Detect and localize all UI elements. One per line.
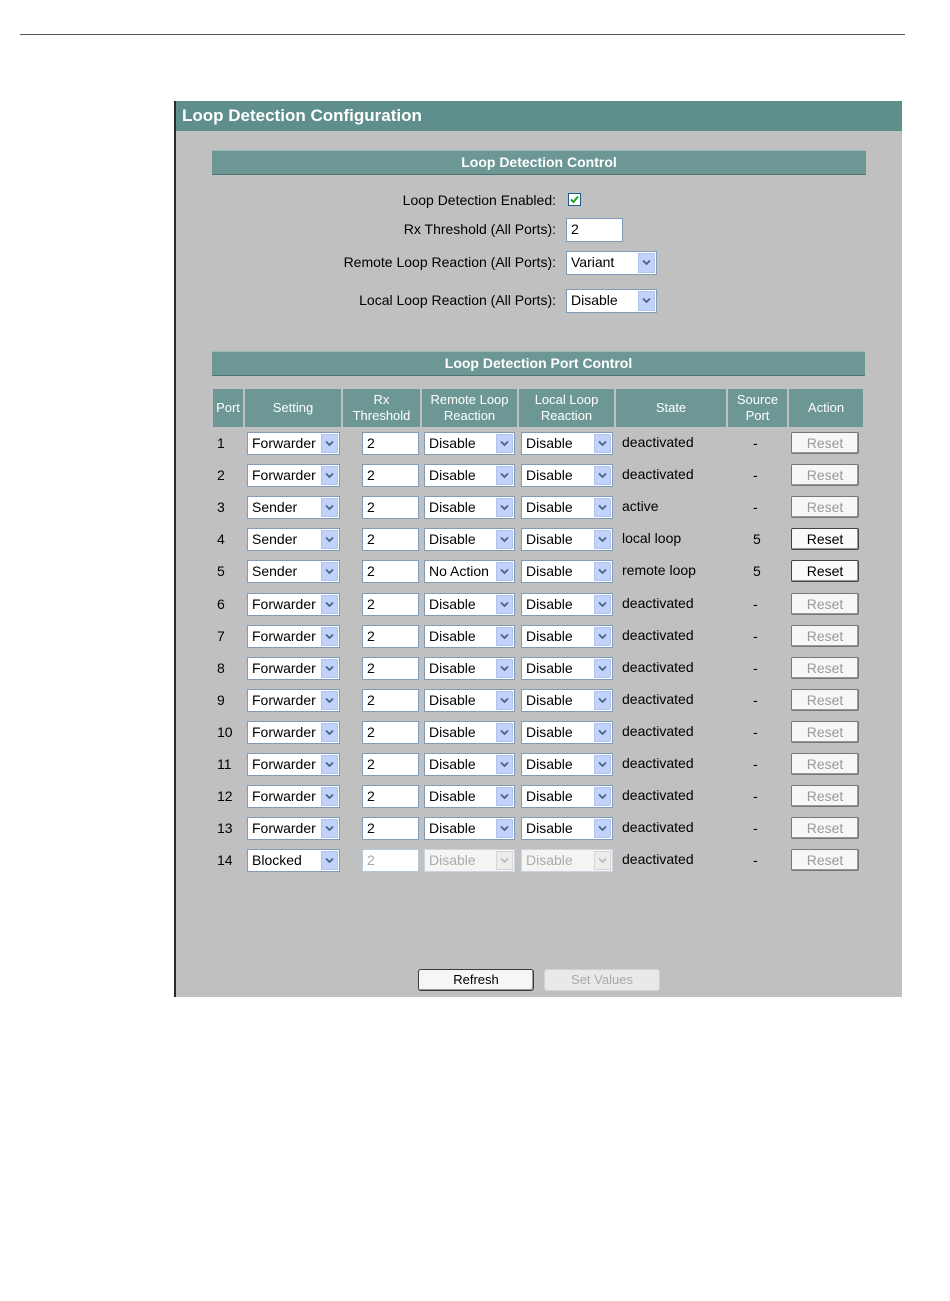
- select-value: Disable: [526, 852, 573, 869]
- select-value: Disable: [526, 563, 573, 580]
- chevron-down-icon: [594, 562, 611, 581]
- chevron-down-icon: [496, 434, 513, 453]
- rx-threshold-input[interactable]: 2: [362, 721, 419, 744]
- rx-threshold-input[interactable]: 2: [362, 528, 419, 551]
- select-value: Forwarder: [252, 723, 316, 740]
- setting-select[interactable]: [247, 432, 340, 455]
- reset-button[interactable]: Reset: [791, 721, 859, 743]
- refresh-button[interactable]: Refresh: [418, 969, 534, 991]
- state-value: deactivated: [622, 658, 694, 675]
- reset-button[interactable]: Reset: [791, 753, 859, 775]
- column-header-remote-loop-reaction: Remote Loop Reaction: [422, 389, 517, 427]
- chevron-down-icon: [594, 851, 611, 870]
- chevron-down-icon: [496, 659, 513, 678]
- column-header-state: State: [616, 389, 726, 427]
- reset-button[interactable]: Reset: [791, 657, 859, 679]
- port-number: 6: [217, 595, 225, 612]
- port-number: 13: [217, 820, 233, 837]
- local-select[interactable]: [521, 625, 613, 648]
- local-select[interactable]: [521, 432, 613, 455]
- loop-detection-enabled-row: [176, 189, 904, 215]
- chevron-down-icon: [496, 851, 513, 870]
- local-select[interactable]: [521, 560, 613, 583]
- chevron-down-icon: [638, 253, 655, 273]
- select-value: Disable: [526, 627, 573, 644]
- local-select[interactable]: [521, 528, 613, 551]
- chevron-down-icon: [496, 627, 513, 646]
- port-number: 8: [217, 659, 225, 676]
- local-select[interactable]: [521, 721, 613, 744]
- select-value: Disable: [429, 756, 476, 772]
- remote-loop-reaction-all-select[interactable]: [566, 251, 657, 275]
- reset-button[interactable]: Reset: [791, 817, 859, 839]
- remote-select[interactable]: [424, 528, 515, 551]
- reset-button[interactable]: Reset: [791, 496, 859, 518]
- source-port-value: -: [753, 595, 758, 612]
- select-value: Disable: [429, 531, 476, 548]
- column-header-rx-threshold: Rx Threshold: [343, 389, 420, 427]
- select-value: Sender: [252, 531, 298, 548]
- chevron-down-icon: [321, 691, 338, 710]
- setting-select[interactable]: [247, 496, 340, 519]
- rx-threshold-input[interactable]: 2: [362, 657, 419, 680]
- port-number: 4: [217, 531, 225, 548]
- select-value: Disable: [526, 659, 573, 676]
- chevron-down-icon: [594, 530, 611, 549]
- rx-threshold-input[interactable]: 2: [362, 464, 419, 487]
- rx-threshold-input[interactable]: 2: [362, 496, 419, 519]
- rx-threshold-input[interactable]: 2: [362, 753, 419, 776]
- rx-threshold-input[interactable]: 2: [362, 849, 419, 872]
- remote-select[interactable]: [424, 785, 515, 808]
- state-value: remote loop: [622, 562, 696, 579]
- port-number: 9: [217, 691, 225, 708]
- chevron-down-icon: [496, 819, 513, 838]
- loop-detection-enabled-checkbox[interactable]: [568, 193, 581, 206]
- chevron-down-icon: [496, 595, 513, 614]
- chevron-down-icon: [594, 723, 611, 742]
- chevron-down-icon: [321, 466, 338, 485]
- select-value: Disable: [571, 292, 618, 308]
- select-value: Disable: [429, 467, 476, 484]
- chevron-down-icon: [321, 434, 338, 453]
- chevron-down-icon: [594, 659, 611, 678]
- select-value: Disable: [429, 595, 476, 612]
- remote-select[interactable]: [424, 817, 515, 840]
- select-value: Disable: [526, 435, 573, 451]
- chevron-down-icon: [638, 291, 655, 311]
- reset-button[interactable]: Reset: [791, 560, 859, 582]
- checkmark-icon: [569, 194, 580, 205]
- select-value: Disable: [526, 691, 573, 708]
- chevron-down-icon: [496, 562, 513, 581]
- loop-detection-panel: [174, 101, 902, 997]
- rx-threshold-all-input[interactable]: 2: [566, 218, 623, 242]
- rx-threshold-input[interactable]: 2: [362, 817, 419, 840]
- select-value: Disable: [429, 852, 476, 869]
- select-value: Disable: [429, 788, 476, 805]
- setting-select[interactable]: [247, 593, 340, 616]
- state-value: deactivated: [622, 851, 694, 868]
- remote-select[interactable]: [424, 593, 515, 616]
- column-header-action: Action: [789, 389, 863, 427]
- setting-select[interactable]: [247, 625, 340, 648]
- select-value: Disable: [526, 499, 573, 516]
- chevron-down-icon: [594, 691, 611, 710]
- select-value: Disable: [429, 691, 476, 708]
- select-value: Disable: [526, 788, 573, 805]
- local-loop-reaction-all-label: Local Loop Reaction (All Ports):: [359, 292, 556, 308]
- port-number: 1: [217, 435, 225, 451]
- port-number: 5: [217, 563, 225, 580]
- select-value: Forwarder: [252, 595, 316, 612]
- rx-threshold-input[interactable]: 2: [362, 432, 419, 455]
- loop-detection-enabled-label: Loop Detection Enabled:: [402, 192, 556, 208]
- state-value: deactivated: [622, 434, 694, 450]
- select-value: Disable: [526, 756, 573, 772]
- state-value: active: [622, 498, 659, 515]
- rx-threshold-input[interactable]: 2: [362, 560, 419, 583]
- column-header-local-loop-reaction: Local Loop Reaction: [519, 389, 614, 427]
- chevron-down-icon: [496, 723, 513, 742]
- select-value: Disable: [429, 659, 476, 676]
- source-port-value: 5: [753, 531, 761, 548]
- source-port-value: -: [753, 788, 758, 805]
- chevron-down-icon: [321, 755, 338, 774]
- setting-select[interactable]: [247, 785, 340, 808]
- local-select[interactable]: [521, 753, 613, 776]
- state-value: deactivated: [622, 722, 694, 739]
- remote-select[interactable]: [424, 496, 515, 519]
- rx-threshold-input[interactable]: 2: [362, 689, 419, 712]
- local-select[interactable]: [521, 785, 613, 808]
- select-value: Forwarder: [252, 467, 316, 484]
- select-value: Forwarder: [252, 820, 316, 837]
- source-port-value: -: [753, 435, 758, 451]
- chevron-down-icon: [321, 562, 338, 581]
- chevron-down-icon: [321, 851, 338, 870]
- select-value: Disable: [526, 723, 573, 740]
- chevron-down-icon: [594, 627, 611, 646]
- chevron-down-icon: [321, 530, 338, 549]
- column-header-setting: Setting: [245, 389, 341, 427]
- state-value: deactivated: [622, 755, 694, 771]
- local-select[interactable]: [521, 849, 613, 872]
- select-value: Forwarder: [252, 627, 316, 644]
- setting-select[interactable]: [247, 560, 340, 583]
- source-port-value: 5: [753, 563, 761, 580]
- set-values-button[interactable]: Set Values: [544, 969, 660, 991]
- remote-select[interactable]: [424, 625, 515, 648]
- chevron-down-icon: [496, 787, 513, 806]
- chevron-down-icon: [321, 723, 338, 742]
- local-select[interactable]: [521, 817, 613, 840]
- remote-loop-reaction-all-label: Remote Loop Reaction (All Ports):: [343, 254, 556, 270]
- remote-select[interactable]: [424, 432, 515, 455]
- source-port-value: -: [753, 691, 758, 708]
- chevron-down-icon: [496, 466, 513, 485]
- local-select[interactable]: [521, 689, 613, 712]
- port-number: 12: [217, 788, 233, 805]
- panel-title: Loop Detection Configuration: [176, 101, 902, 131]
- reset-button[interactable]: Reset: [791, 432, 859, 454]
- state-value: deactivated: [622, 787, 694, 804]
- port-control-section-header: Loop Detection Port Control: [212, 351, 865, 376]
- select-value: Sender: [252, 499, 298, 516]
- select-value: Disable: [429, 723, 476, 740]
- chevron-down-icon: [496, 691, 513, 710]
- select-value: Forwarder: [252, 691, 316, 708]
- remote-select[interactable]: [424, 721, 515, 744]
- select-value: Variant: [571, 254, 615, 270]
- chevron-down-icon: [496, 530, 513, 549]
- chevron-down-icon: [594, 595, 611, 614]
- chevron-down-icon: [321, 627, 338, 646]
- setting-select[interactable]: [247, 464, 340, 487]
- source-port-value: -: [753, 820, 758, 837]
- select-value: Forwarder: [252, 659, 316, 676]
- state-value: local loop: [622, 530, 682, 547]
- port-number: 3: [217, 499, 225, 516]
- reset-button[interactable]: Reset: [791, 849, 859, 871]
- local-select[interactable]: [521, 593, 613, 616]
- state-value: deactivated: [622, 690, 694, 707]
- chevron-down-icon: [321, 498, 338, 517]
- chevron-down-icon: [594, 498, 611, 517]
- state-value: deactivated: [622, 626, 694, 643]
- rx-threshold-input[interactable]: 2: [362, 785, 419, 808]
- source-port-value: -: [753, 467, 758, 484]
- local-loop-reaction-all-row: [176, 289, 904, 315]
- select-value: Disable: [526, 595, 573, 612]
- setting-select[interactable]: [247, 753, 340, 776]
- setting-select[interactable]: [247, 528, 340, 551]
- select-value: Forwarder: [252, 788, 316, 805]
- source-port-value: -: [753, 659, 758, 676]
- chevron-down-icon: [594, 434, 611, 453]
- source-port-value: -: [753, 852, 758, 869]
- port-number: 10: [217, 723, 233, 740]
- chevron-down-icon: [496, 498, 513, 517]
- column-header-port: Port: [213, 389, 243, 427]
- source-port-value: -: [753, 756, 758, 772]
- column-header-source-port: Source Port: [728, 389, 787, 427]
- reset-button[interactable]: Reset: [791, 593, 859, 615]
- select-value: Forwarder: [252, 435, 316, 451]
- reset-button[interactable]: Reset: [791, 689, 859, 711]
- chevron-down-icon: [321, 595, 338, 614]
- rx-threshold-input[interactable]: 2: [362, 593, 419, 616]
- remote-select[interactable]: [424, 689, 515, 712]
- setting-select[interactable]: [247, 849, 340, 872]
- chevron-down-icon: [496, 755, 513, 774]
- select-value: Sender: [252, 563, 298, 580]
- select-value: Disable: [429, 499, 476, 516]
- control-section-header: Loop Detection Control: [212, 150, 866, 175]
- port-number: 14: [217, 852, 233, 869]
- port-number: 11: [217, 756, 232, 772]
- state-value: deactivated: [622, 594, 694, 611]
- remote-select[interactable]: [424, 560, 515, 583]
- port-number: 7: [217, 627, 225, 644]
- reset-button[interactable]: Reset: [791, 464, 859, 486]
- select-value: Disable: [526, 467, 573, 484]
- local-select[interactable]: [521, 464, 613, 487]
- reset-button[interactable]: Reset: [791, 528, 859, 550]
- remote-select[interactable]: [424, 753, 515, 776]
- select-value: Blocked: [252, 852, 302, 869]
- state-value: deactivated: [622, 819, 694, 836]
- chevron-down-icon: [594, 819, 611, 838]
- rx-threshold-input[interactable]: 2: [362, 625, 419, 648]
- setting-select[interactable]: [247, 657, 340, 680]
- remote-select[interactable]: [424, 657, 515, 680]
- rx-threshold-all-label: Rx Threshold (All Ports):: [403, 221, 556, 237]
- page-top-rule: [20, 34, 905, 35]
- setting-select[interactable]: [247, 817, 340, 840]
- chevron-down-icon: [321, 787, 338, 806]
- select-value: No Action: [429, 563, 489, 580]
- local-select[interactable]: [521, 657, 613, 680]
- select-value: Disable: [429, 435, 476, 451]
- select-value: Disable: [429, 820, 476, 837]
- reset-button[interactable]: Reset: [791, 625, 859, 647]
- chevron-down-icon: [594, 466, 611, 485]
- remote-loop-reaction-all-row: [176, 251, 904, 277]
- rx-threshold-all-row: [176, 218, 904, 244]
- source-port-value: -: [753, 723, 758, 740]
- reset-button[interactable]: Reset: [791, 785, 859, 807]
- select-value: Forwarder: [252, 756, 316, 772]
- setting-select[interactable]: [247, 689, 340, 712]
- setting-select[interactable]: [247, 721, 340, 744]
- chevron-down-icon: [594, 755, 611, 774]
- remote-select[interactable]: [424, 464, 515, 487]
- local-loop-reaction-all-select[interactable]: [566, 289, 657, 313]
- port-number: 2: [217, 467, 225, 484]
- select-value: Disable: [429, 627, 476, 644]
- select-value: Disable: [526, 820, 573, 837]
- source-port-value: -: [753, 627, 758, 644]
- source-port-value: -: [753, 499, 758, 516]
- chevron-down-icon: [594, 787, 611, 806]
- state-value: deactivated: [622, 466, 694, 483]
- remote-select[interactable]: [424, 849, 515, 872]
- chevron-down-icon: [321, 819, 338, 838]
- select-value: Disable: [526, 531, 573, 548]
- local-select[interactable]: [521, 496, 613, 519]
- chevron-down-icon: [321, 659, 338, 678]
